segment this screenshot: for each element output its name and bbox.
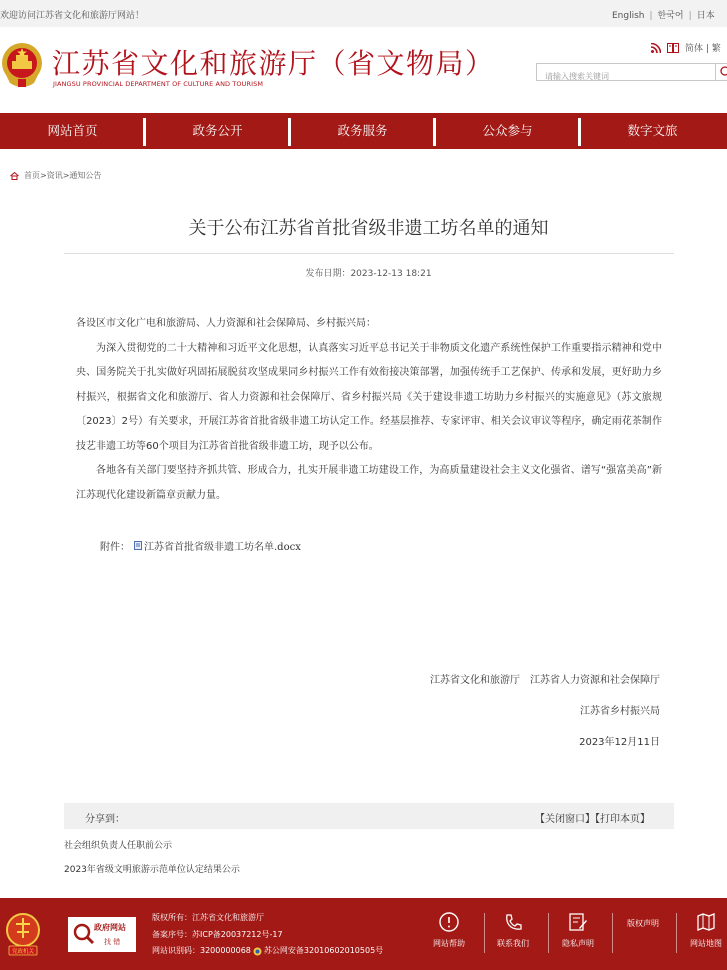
lang-japanese-link[interactable]: 日本 xyxy=(696,11,715,21)
close-window-link[interactable]: 【关闭窗口】 xyxy=(535,814,595,825)
footer-divider xyxy=(484,913,485,953)
publish-date: 发布日期：2023-12-13 18:21 xyxy=(305,269,432,279)
top-bar xyxy=(0,0,727,27)
related-link-2[interactable]: 2023年省级文明旅游示范单位认定结果公示 xyxy=(64,865,240,875)
site-footer xyxy=(0,898,727,970)
nav-home[interactable]: 网站首页 xyxy=(0,113,145,149)
rss-icon[interactable] xyxy=(651,43,661,53)
gov-site-error-finder[interactable] xyxy=(68,917,136,952)
site-title: 江苏省文化和旅游厅（省文物局） xyxy=(52,47,495,80)
footer-info xyxy=(152,910,383,960)
attachment-link[interactable]: 江苏省首批省级非遗工坊名单.docx xyxy=(144,542,301,553)
footer-divider xyxy=(676,913,677,953)
sign-date: 2023年12月11日 xyxy=(579,737,660,748)
header-tools xyxy=(651,41,721,54)
site-subtitle: JIANGSU PROVINCIAL DEPARTMENT OF CULTURE AND TOURISM xyxy=(53,80,264,88)
related-link-1[interactable]: 社会组织负责人任职前公示 xyxy=(64,841,173,851)
footer-help-label: 网站帮助 xyxy=(433,939,465,948)
main-nav xyxy=(0,113,727,149)
footer-privacy[interactable] xyxy=(562,912,594,949)
article-body xyxy=(76,312,662,508)
footer-contact[interactable] xyxy=(497,912,529,949)
footer-contact-label: 联系我们 xyxy=(497,939,529,948)
police-icon xyxy=(253,947,262,956)
signatory-2: 江苏省乡村振兴局 xyxy=(580,706,660,717)
nav-digital-tourism[interactable]: 数字文旅 xyxy=(627,123,678,138)
search-input[interactable] xyxy=(537,69,707,85)
nav-gov-affairs[interactable]: 政务公开 xyxy=(145,113,290,149)
site-header xyxy=(0,27,727,113)
icp-number[interactable]: 备案序号：苏ICP备20037212号-17 xyxy=(152,929,283,939)
help-icon xyxy=(439,912,459,932)
edit-icon xyxy=(568,912,588,932)
police-record[interactable]: 苏公网安备32010602010505号 xyxy=(263,946,384,955)
emblem xyxy=(0,41,44,89)
book-icon[interactable] xyxy=(667,43,679,53)
lang-korean-link[interactable]: 한국어 xyxy=(657,11,684,21)
party-badge[interactable] xyxy=(5,912,41,956)
map-icon xyxy=(696,912,716,932)
footer-copyright-label: 版权声明 xyxy=(627,919,659,928)
page-ops xyxy=(535,810,650,825)
search-box xyxy=(536,63,727,81)
site-id: 网站识别码：3200000068 xyxy=(152,946,251,955)
breadcrumb-text[interactable]: 首页>资讯>通知公告 xyxy=(24,171,102,180)
search-button[interactable] xyxy=(715,64,727,80)
gov-box-sub: 找 错 xyxy=(104,938,121,946)
phone-icon xyxy=(503,912,523,932)
article-title: 关于公布江苏省首批省级非遗工坊名单的通知 xyxy=(188,218,549,239)
charset-switch[interactable]: 简体 | 繁 xyxy=(685,44,721,54)
footer-privacy-label: 隐私声明 xyxy=(562,939,594,948)
welcome-text: 欢迎访问江苏省文化和旅游厅网站！ xyxy=(0,11,145,21)
footer-divider xyxy=(612,913,613,953)
attachment-label: 附件： xyxy=(100,542,130,553)
home-icon xyxy=(10,172,19,180)
party-badge-text: 党政机关 xyxy=(11,949,35,955)
paragraph-1: 为深入贯彻党的二十大精神和习近平文化思想，认真落实习近平总书记关于非物质文化遗产系统性保护工作重要指示精神和党中央、国务院关于扎实做好巩固拓展脱贫攻坚成果同乡村振兴工作有效衔接决策部署，加强传统手工艺保护、传承和发展，更好助力乡村振兴，根据省文化和旅游厅、省人力资源和社会保障厅、省乡村振兴局《关于建设非遗工坊助力乡村振兴的实施意见》（苏文旅规〔2023〕2号）有关要求，开展江苏省首批省级非遗工坊认定工作。经基层推荐、专家评审、相关会议审议等程序，确定雨花茶制作技艺非遗工坊等60个项目为江苏省首批省级非遗工坊，现予以公布。 xyxy=(76,342,662,452)
lang-english-link[interactable]: English xyxy=(612,11,645,21)
magnifier-icon xyxy=(73,923,95,945)
title-divider xyxy=(64,253,674,254)
attachment xyxy=(100,538,301,553)
language-links: English | 한국어 | 日本 xyxy=(612,11,715,21)
footer-help[interactable] xyxy=(433,912,465,949)
copyright: 版权所有：江苏省文化和旅游厅 xyxy=(152,913,264,922)
paragraph-2: 各地各有关部门要坚持齐抓共管、形成合力，扎实开展非遗工坊建设工作，为高质量建设社会主义文化强省、谱写“强富美高”新江苏现代化建设新篇章贡献力量。 xyxy=(76,465,662,501)
footer-divider xyxy=(548,913,549,953)
share-bar xyxy=(64,803,674,829)
nav-gov-services[interactable]: 政务服务 xyxy=(290,113,435,149)
nav-public-participation[interactable]: 公众参与 xyxy=(435,113,580,149)
site-id-row xyxy=(152,943,383,960)
search-icon xyxy=(716,64,727,80)
footer-copyright-statement[interactable] xyxy=(627,918,659,929)
signatory-1: 江苏省文化和旅游厅 江苏省人力资源和社会保障厅 xyxy=(430,675,660,686)
breadcrumb xyxy=(10,170,101,181)
salutation: 各设区市文化广电和旅游局、人力资源和社会保障局、乡村振兴局： xyxy=(76,318,376,329)
footer-sitemap-label: 网站地图 xyxy=(690,939,722,948)
print-page-link[interactable]: 【打印本页】 xyxy=(595,814,650,825)
share-label: 分享到： xyxy=(85,814,125,825)
footer-sitemap[interactable] xyxy=(690,912,722,949)
gov-box-title: 政府网站 xyxy=(94,923,126,932)
doc-icon xyxy=(134,541,142,550)
